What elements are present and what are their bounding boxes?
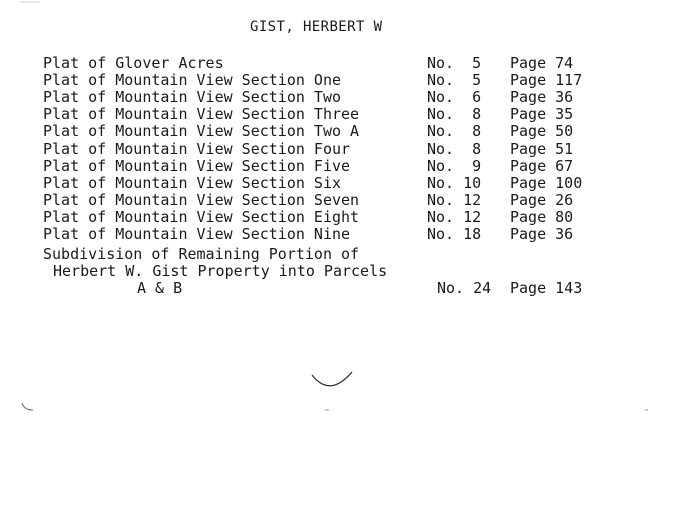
subdivision-line-3: A & B xyxy=(137,279,183,297)
entry-name: Plat of Mountain View Section Two A xyxy=(43,122,360,141)
entry-page: Page 36 xyxy=(510,88,574,107)
entry-no: No. 10 xyxy=(427,173,482,192)
entry-name: Plat of Mountain View Section Three xyxy=(43,105,360,124)
entry-no: No. 12 xyxy=(427,207,482,226)
entry-no: No. 5 xyxy=(427,71,482,90)
entry-no: No. 8 xyxy=(427,122,482,141)
entry-no: No. 6 xyxy=(427,88,482,107)
entry-name: Plat of Mountain View Section Five xyxy=(43,156,351,175)
entry-name: Plat of Mountain View Section Four xyxy=(43,139,351,158)
entry-no: No. 8 xyxy=(427,139,482,158)
entry-name: Plat of Mountain View Section Six xyxy=(43,173,342,192)
entry-name: Plat of Mountain View Section Nine xyxy=(43,225,351,243)
entry-no: No. 9 xyxy=(427,156,482,175)
entry-name: Plat of Mountain View Section Two xyxy=(43,88,342,107)
entry-page: Page 26 xyxy=(510,190,574,209)
entry-page: Page 36 xyxy=(510,225,574,243)
subdivision-page: Page 143 xyxy=(510,279,583,297)
entry-name: Plat of Mountain View Section One xyxy=(43,71,342,90)
entry-name: Plat of Glover Acres xyxy=(43,54,224,72)
entry-name: Plat of Mountain View Section Eight xyxy=(43,207,360,226)
subdivision-line-2: Herbert W. Gist Property into Parcels xyxy=(53,262,388,280)
entry-page: Page 35 xyxy=(510,105,574,124)
entry-no: No. 5 xyxy=(427,54,482,72)
subdivision-line-1: Subdivision of Remaining Portion of xyxy=(43,245,360,263)
entry-page: Page 50 xyxy=(510,122,574,141)
curve-mark xyxy=(312,372,352,386)
entry-page: Page 67 xyxy=(510,156,574,175)
entry-page: Page 117 xyxy=(510,71,583,90)
entry-no: No. 12 xyxy=(427,190,482,209)
corner-mark-left xyxy=(22,403,33,410)
entry-no: No. 8 xyxy=(427,105,482,124)
entry-no: No. 18 xyxy=(427,225,482,243)
entry-page: Page 100 xyxy=(510,173,583,192)
subdivision-no: No. 24 xyxy=(437,279,492,297)
entry-page: Page 74 xyxy=(510,54,574,72)
document-header: GIST, HERBERT W xyxy=(250,19,383,35)
entry-name: Plat of Mountain View Section Seven xyxy=(43,190,360,209)
entry-page: Page 51 xyxy=(510,139,574,158)
entry-page: Page 80 xyxy=(510,207,574,226)
